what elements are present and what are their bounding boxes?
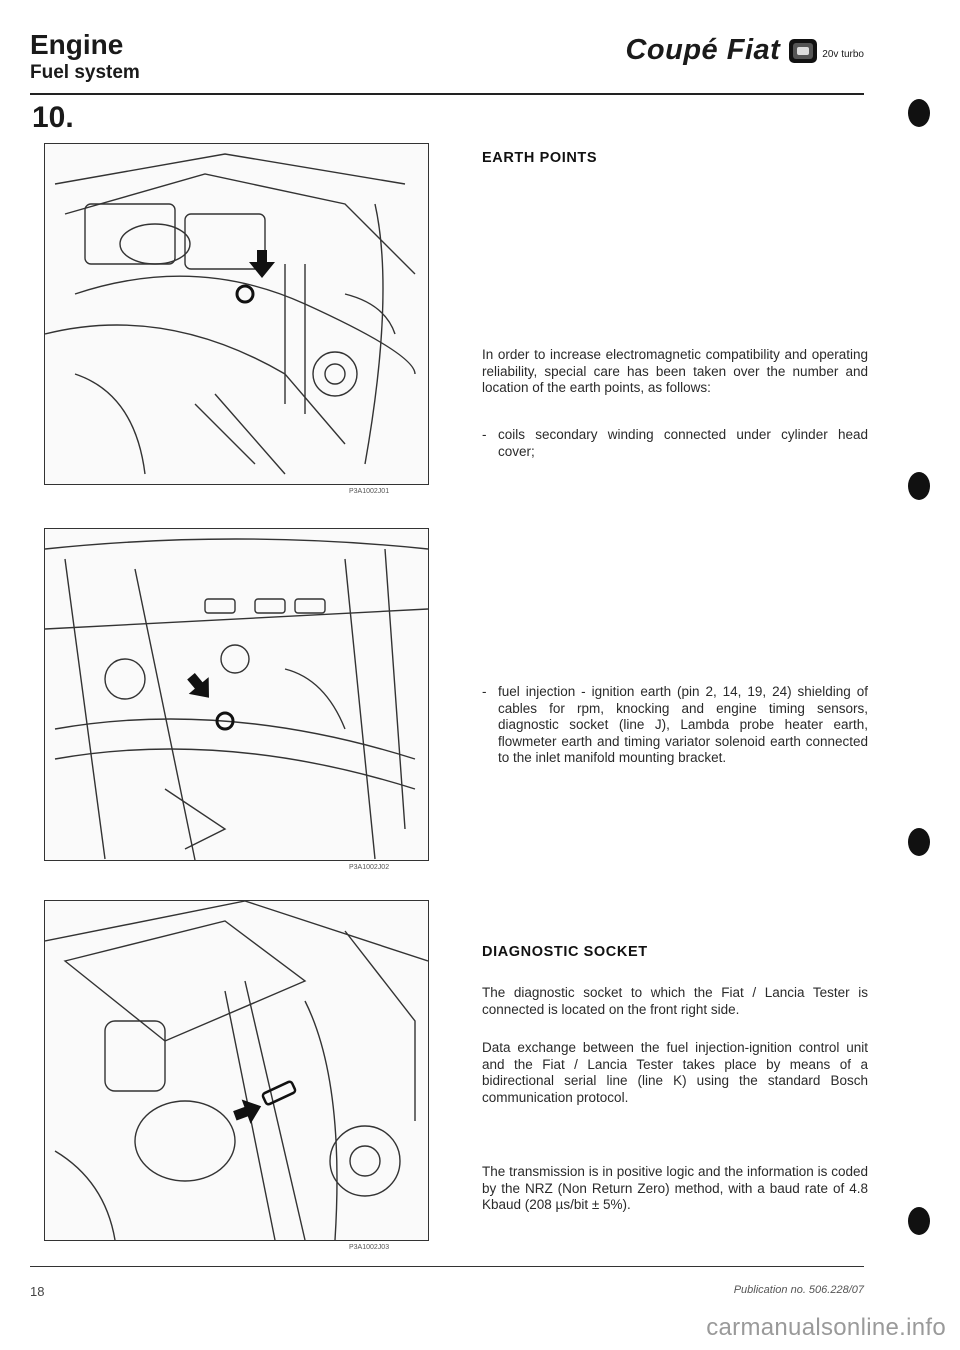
diagnostic-para <box>482 985 868 1018</box>
page-number: 18 <box>30 1284 45 1299</box>
fiat-logo-icon <box>788 38 818 64</box>
margin-dot <box>908 99 930 127</box>
engine-illustration <box>45 529 428 860</box>
diagnostic-socket-heading: DIAGNOSTIC SOCKET <box>482 944 648 960</box>
earth-points-heading: EARTH POINTS <box>482 150 598 166</box>
margin-dot <box>908 1207 930 1235</box>
figure-code: P3A1002J01 <box>349 488 390 495</box>
engine-tag: 20v turbo <box>822 49 864 60</box>
diagnostic-para-text: The transmission is in positive logic and the information is coded by the NRZ (Non Return Zero) method, with a baud rate of 4.8 Kbaud (208 µs/bit ± 5%). <box>482 1164 868 1212</box>
section-number: 10. <box>32 101 74 134</box>
earth-point-text: coils secondary winding connected under cylinder head cover; <box>498 427 868 459</box>
margin-dot <box>908 472 930 500</box>
diagnostic-para-text: The diagnostic socket to which the Fiat / Lancia Tester is connected is located on the front right side. <box>482 985 868 1017</box>
bullet-dash: - <box>482 427 487 442</box>
diagnostic-para <box>482 1040 868 1106</box>
header-left <box>30 30 140 84</box>
earth-points-intro <box>482 347 868 397</box>
diagnostic-para-text: Data exchange between the fuel injection-ignition control unit and the Fiat / Lancia Tester takes place by means of a bidirectional serial line (line K) using the standard Bosch communication protocol. <box>482 1040 868 1105</box>
figure-engine-coils <box>44 143 429 485</box>
brand-name: Coupé Fiat <box>625 34 781 66</box>
watermark: carmanualsonline.info <box>706 1314 946 1341</box>
margin-dot <box>908 828 930 856</box>
diagnostic-para <box>482 1164 868 1214</box>
earth-point-item <box>482 684 868 767</box>
figure-diagnostic-socket <box>44 900 429 1241</box>
page-title: Engine <box>30 29 124 60</box>
publication-number: Publication no. 506.228/07 <box>733 1284 864 1296</box>
figure-code: P3A1002J02 <box>349 864 390 871</box>
header-rule <box>30 93 864 95</box>
engine-illustration <box>45 144 428 484</box>
figure-manifold <box>44 528 429 861</box>
page-subtitle: Fuel system <box>30 62 140 83</box>
bullet-dash: - <box>482 684 487 699</box>
earth-point-item <box>482 427 868 460</box>
footer-rule <box>30 1266 864 1267</box>
figure-code: P3A1002J03 <box>349 1244 390 1251</box>
engine-illustration <box>45 901 428 1240</box>
header-right <box>625 34 864 67</box>
earth-point-text: fuel injection - ignition earth (pin 2, 14, 19, 24) shielding of cables for rpm, knocking and engine timing sensors, diagnostic socket (line J), Lambda probe heater earth, flowmeter earth and timing variator solenoid earth connected to the inlet manifold mounting bracket. <box>498 684 868 765</box>
earth-points-intro-text: In order to increase electromagnetic compatibility and operating reliability, special care has been taken over the number and location of the earth points, as follows: <box>482 347 868 395</box>
